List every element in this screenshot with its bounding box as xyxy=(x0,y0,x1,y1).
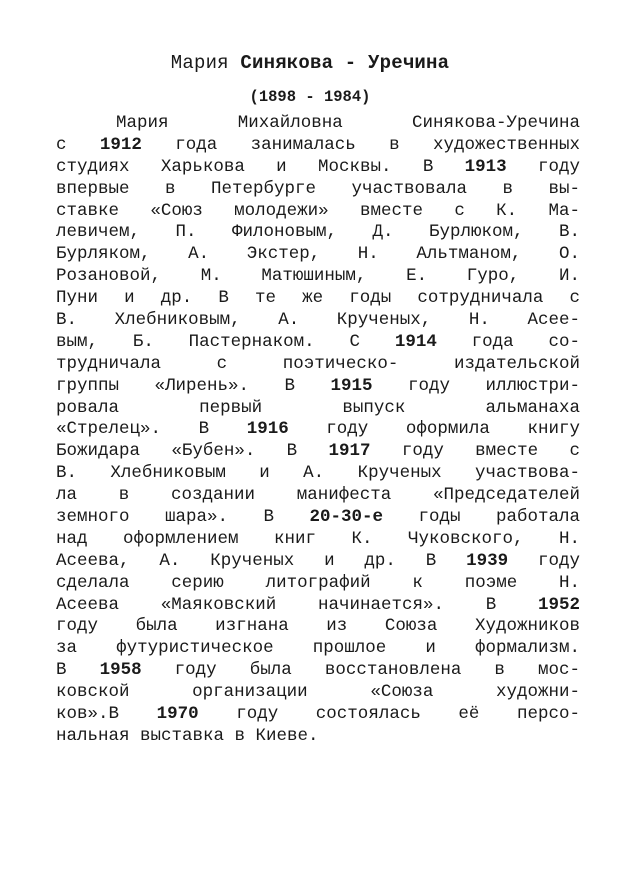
text-line xyxy=(56,551,580,573)
text-run: с xyxy=(56,134,100,155)
text-run: годы работала xyxy=(383,507,580,528)
year-highlight: 1939 xyxy=(466,550,509,571)
text-run: студиях Харькова и Москвы. В xyxy=(56,156,465,177)
text-line xyxy=(56,354,580,376)
text-run: земного шара». В xyxy=(56,507,310,528)
text-line xyxy=(56,398,580,420)
year-highlight: 1913 xyxy=(464,156,507,177)
text-run: Божидара «Бубен». В xyxy=(56,441,329,462)
text-run: ровала первый выпуск альманаха xyxy=(56,397,580,418)
text-run: «Стрелец». В xyxy=(56,419,247,440)
text-run: впервые в Петербурге участвовала в вы- xyxy=(56,178,580,199)
biography-text xyxy=(56,113,580,748)
text-run: ставке «Союз молодежи» вместе с К. Ма- xyxy=(56,200,580,221)
text-run: году xyxy=(506,156,580,177)
text-line xyxy=(56,726,580,748)
text-line xyxy=(56,332,580,354)
text-line xyxy=(56,529,580,551)
text-run: году была восстановлена в мос- xyxy=(141,660,580,681)
text-run: Мария Михайловна Синякова-Уречина xyxy=(116,113,580,133)
text-run: Бурляком, А. Экстер, Н. Альтманом, О. xyxy=(56,244,580,265)
text-line xyxy=(56,113,580,135)
text-run: В. Хлебниковым, А. Крученых, Н. Асее- xyxy=(56,310,580,331)
text-line xyxy=(56,157,580,179)
year-highlight: 20-30-е xyxy=(309,507,383,528)
text-run: года со- xyxy=(436,331,580,352)
text-run: году вместе с xyxy=(370,441,580,462)
year-highlight: 1970 xyxy=(156,704,199,725)
year-highlight: 1917 xyxy=(328,441,371,462)
text-run: вым, Б. Пастернаком. С xyxy=(56,331,395,352)
text-line xyxy=(56,222,580,244)
text-line xyxy=(56,704,580,726)
text-run: нальная выставка в Киеве. xyxy=(56,725,319,746)
text-run: ла в создании манифеста «Председателей xyxy=(56,485,580,506)
text-run: году xyxy=(508,550,580,571)
text-line xyxy=(56,507,580,529)
text-run: года занималась в художественных xyxy=(141,134,580,155)
text-line xyxy=(56,682,580,704)
text-run: группы «Лирень». В xyxy=(56,375,331,396)
text-line xyxy=(56,660,580,682)
text-run: году иллюстри- xyxy=(372,375,580,396)
year-highlight: 1952 xyxy=(537,594,580,615)
text-line xyxy=(56,419,580,441)
text-run: году состоялась её персо- xyxy=(198,704,580,725)
text-line xyxy=(56,573,580,595)
text-line xyxy=(56,310,580,332)
text-run: году была изгнана из Союза Художников xyxy=(56,616,580,637)
life-years: (1898 - 1984) xyxy=(249,88,371,106)
text-run: Асеева «Маяковский начинается». В xyxy=(56,594,538,615)
text-line xyxy=(56,441,580,463)
text-run: над оформлением книг К. Чуковского, Н. xyxy=(56,528,580,549)
title-surname: Синякова - Уречина xyxy=(240,52,450,74)
text-run: В. Хлебниковым и А. Крученых участвова- xyxy=(56,463,580,484)
year-highlight: 1958 xyxy=(99,660,142,681)
text-run: Розановой, М. Матюшиным, Е. Гуро, И. xyxy=(56,266,580,287)
text-line xyxy=(56,135,580,157)
text-run: В xyxy=(56,660,100,681)
text-run: левичем, П. Филоновым, Д. Бурлюком, В. xyxy=(56,222,580,243)
page-title xyxy=(0,52,620,74)
year-highlight: 1914 xyxy=(394,331,437,352)
text-run: Пуни и др. В те же годы сотрудничала с xyxy=(56,288,580,309)
text-line xyxy=(56,638,580,660)
year-highlight: 1915 xyxy=(330,375,373,396)
text-line xyxy=(56,288,580,310)
text-line xyxy=(56,266,580,288)
text-line xyxy=(56,595,580,617)
text-line xyxy=(56,616,580,638)
title-given-name: Мария xyxy=(170,52,229,74)
text-run: трудничала с поэтическо- издательской xyxy=(56,353,580,374)
text-line xyxy=(56,376,580,398)
text-line xyxy=(56,244,580,266)
text-line xyxy=(56,463,580,485)
text-line xyxy=(56,179,580,201)
text-run: ков».В xyxy=(56,704,157,725)
text-run: сделала серию литографий к поэме Н. xyxy=(56,572,580,593)
text-run: Асеева, А. Крученых и др. В xyxy=(56,550,467,571)
text-line xyxy=(56,201,580,223)
year-highlight: 1912 xyxy=(99,134,142,155)
text-run: ковской организации «Союза художни- xyxy=(56,682,580,703)
year-highlight: 1916 xyxy=(246,419,289,440)
text-line xyxy=(56,485,580,507)
text-run: за футуристическое прошлое и формализм. xyxy=(56,638,580,659)
text-run: году оформила книгу xyxy=(288,419,580,440)
